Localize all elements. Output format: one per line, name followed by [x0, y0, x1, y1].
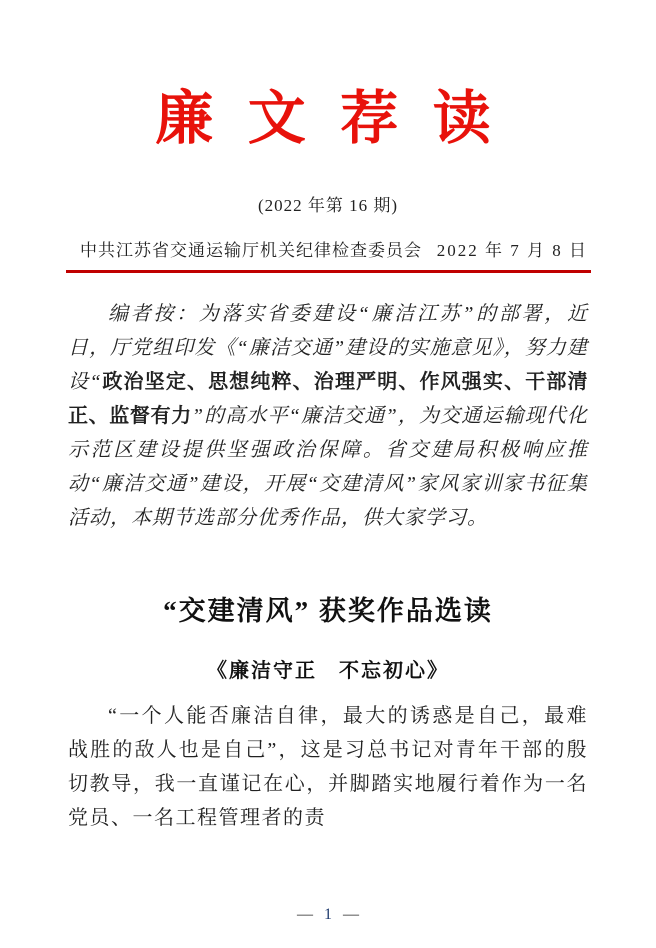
document-page — [0, 86, 656, 948]
editor-note-emphasis: 政治坚定、思想纯粹、治理严明、作风强实、干部清正、监督有力 — [68, 370, 588, 427]
issue-date: 2022 年 7 月 8 日 — [436, 240, 588, 260]
footer-dash-left: — — [297, 906, 313, 923]
editor-note-paragraph — [68, 297, 588, 535]
editor-note-prefix: 编者按：为落实省委建设“廉洁江苏”的部署，近日，厅党组印发《“廉洁交通”建设的实施意见》，努力建设“ — [68, 302, 588, 393]
red-divider-rule — [66, 270, 591, 273]
issuer-row — [68, 236, 588, 261]
editor-note-suffix: ”的高水平“廉洁交通”，为交通运输现代化示范区建设提供坚强政治保障。省交建局积极响应推动“廉洁交通”建设，开展“交建清风”家风家训家书征集活动，本期节选部分优秀作品，供大家学习。 — [68, 404, 588, 529]
issuer-name: 中共江苏省交通运输厅机关纪律检查委员会 — [80, 240, 422, 260]
page-footer — [0, 906, 656, 924]
issue-number: (2022 年第 16 期) — [257, 195, 399, 215]
footer-dash-right: — — [343, 906, 359, 923]
article-paragraph: “一个人能否廉洁自律，最大的诱惑是自己，最难战胜的敌人也是自己”，这是习总书记对青年干部的殷切教导，我一直谨记在心，并脚踏实地履行着作为一名党员、一名工程管理者的责 — [68, 704, 588, 829]
article-title: 《廉洁守正 不忘初心》 — [207, 659, 449, 682]
masthead-title: 廉 文 荐 读 — [155, 86, 501, 151]
section-heading: “交建清风” 获奖作品选读 — [163, 595, 493, 626]
page-number: 1 — [324, 906, 332, 923]
